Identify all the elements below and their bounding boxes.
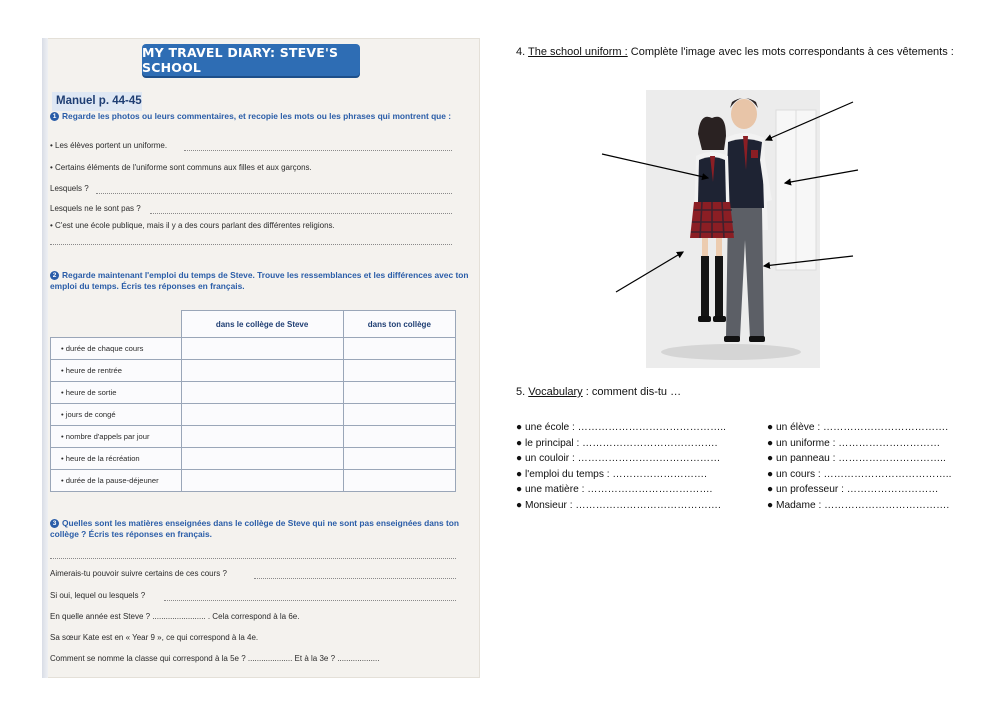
q1-line-1: • Les élèves portent un uniforme.: [50, 141, 168, 150]
question-2-text: Regarde maintenant l'emploi du temps de Steve. Trouve les ressemblances et les différences avec ton emploi du temps. Écris tes réponses en français.: [50, 270, 469, 291]
question-1-text: Regarde les photos ou leurs commentaires, et recopie les mots ou les phrases qui montrent que :: [62, 111, 452, 121]
q1-line-5: • C'est une école publique, mais il y a des cours parlant des différentes religions.: [50, 221, 335, 230]
question-2-number: 2: [50, 271, 59, 280]
manuel-reference: Manuel p. 44-45: [56, 95, 142, 107]
q3-line-5: Comment se nomme la classe qui correspond à la 5e ? .................... Et à la 3e ? ...................: [50, 654, 380, 663]
vocab-item: ● Madame : ……………………………….: [767, 499, 950, 511]
answer-cell[interactable]: [181, 338, 343, 360]
answer-cell[interactable]: [343, 448, 455, 470]
q3-line-3: En quelle année est Steve ? ........................ . Cela correspond à la 6e.: [50, 612, 300, 621]
q3-answer-line-2[interactable]: [254, 578, 456, 579]
vocabulary-title-underlined: Vocabulary: [528, 386, 583, 398]
vocabulary-left-column: [516, 420, 726, 514]
answer-cell[interactable]: [343, 470, 455, 492]
q1-line-4: Lesquels ne le sont pas ?: [50, 204, 141, 213]
timetable-comparison: [50, 310, 456, 492]
answer-cell[interactable]: [343, 404, 455, 426]
answer-cell[interactable]: [181, 426, 343, 448]
question-1-number: 1: [50, 112, 59, 121]
uniform-title-rest: Complète l'image avec les mots correspondants à ces vêtements :: [630, 46, 954, 58]
q1-answer-line-4[interactable]: [50, 244, 452, 245]
q1-answer-line-1[interactable]: [184, 150, 452, 151]
uniform-number: 4.: [516, 46, 526, 58]
table-row: [51, 338, 456, 360]
col-ton-college: dans ton collège: [343, 311, 455, 338]
timetable-header: [51, 311, 456, 338]
table-row: [51, 470, 456, 492]
vocabulary-number: 5.: [516, 386, 526, 398]
answer-cell[interactable]: [181, 470, 343, 492]
vocab-item: ● un professeur : ………………………: [767, 484, 939, 496]
table-row: [51, 426, 456, 448]
row-label: • heure de la récréation: [51, 448, 182, 470]
question-3-text: Quelles sont les matières enseignées dans le collège de Steve qui ne sont pas enseignées dans ton collège ? Écris tes réponses en français.: [50, 518, 460, 539]
q3-line-4: Sa sœur Kate est en « Year 9 », ce qui correspond à la 4e.: [50, 633, 259, 642]
vocab-item: ● un couloir : ……………………………………: [516, 453, 721, 465]
q1-line-3: Lesquels ?: [50, 184, 89, 193]
col-steve: dans le collège de Steve: [181, 311, 343, 338]
answer-cell[interactable]: [181, 360, 343, 382]
table-row: [51, 404, 456, 426]
vocabulary-title-rest: : comment dis-tu …: [585, 386, 682, 398]
worksheet-banner: MY TRAVEL DIARY: STEVE'S SCHOOL: [142, 44, 360, 76]
vocab-item: ● un élève : ……………………………….: [767, 422, 949, 433]
timetable-corner: [51, 311, 182, 338]
vocab-item: ● une école : ……………………………………..: [516, 422, 726, 433]
answer-cell[interactable]: [181, 382, 343, 404]
answer-cell[interactable]: [181, 404, 343, 426]
row-label: • jours de congé: [51, 404, 182, 426]
vocab-item: ● un panneau : …………………………..: [767, 453, 946, 465]
row-label: • heure de rentrée: [51, 360, 182, 382]
table-row: [51, 448, 456, 470]
uniform-photo: [646, 90, 820, 368]
vocabulary-right-column: [767, 420, 951, 514]
q3-line-1: Aimerais-tu pouvoir suivre certains de ces cours ?: [50, 569, 227, 578]
vocab-item: ● un cours : ………………………………..: [767, 468, 952, 480]
q1-answer-line-2[interactable]: [96, 193, 452, 194]
question-3: [50, 518, 470, 539]
row-label: • nombre d'appels par jour: [51, 426, 182, 448]
answer-cell[interactable]: [181, 448, 343, 470]
q3-line-2: Si oui, lequel ou lesquels ?: [50, 591, 146, 600]
answer-cell[interactable]: [343, 338, 455, 360]
answer-cell[interactable]: [343, 382, 455, 404]
question-3-number: 3: [50, 519, 59, 528]
answer-cell[interactable]: [343, 426, 455, 448]
vocab-item: ● le principal : ………………………………….: [516, 437, 718, 449]
q3-answer-line-1[interactable]: [50, 558, 456, 559]
uniform-title-underlined: The school uniform :: [528, 46, 628, 58]
question-1: [50, 111, 470, 122]
table-row: [51, 382, 456, 404]
table-row: [51, 360, 456, 382]
students-illustration: [646, 90, 820, 368]
answer-cell[interactable]: [343, 360, 455, 382]
row-label: • heure de sortie: [51, 382, 182, 404]
vocab-item: ● l'emploi du temps : ……………………….: [516, 468, 707, 480]
vocab-item: ● Monsieur : …………………………………….: [516, 499, 721, 511]
row-label: • durée de chaque cours: [51, 338, 182, 360]
vocab-item: ● un uniforme : …………………………: [767, 437, 941, 449]
vocabulary-title: [516, 386, 681, 398]
question-2: [50, 270, 470, 291]
uniform-title: [516, 44, 956, 61]
scan-edge: [42, 38, 48, 678]
row-label: • durée de la pause-déjeuner: [51, 470, 182, 492]
worksheet-scan: [42, 38, 480, 678]
vocab-item: ● une matière : ……………………………….: [516, 484, 713, 496]
q1-line-2: • Certains éléments de l'uniforme sont communs aux filles et aux garçons.: [50, 163, 312, 172]
q3-answer-line-3[interactable]: [164, 600, 456, 601]
q1-answer-line-3[interactable]: [150, 213, 452, 214]
